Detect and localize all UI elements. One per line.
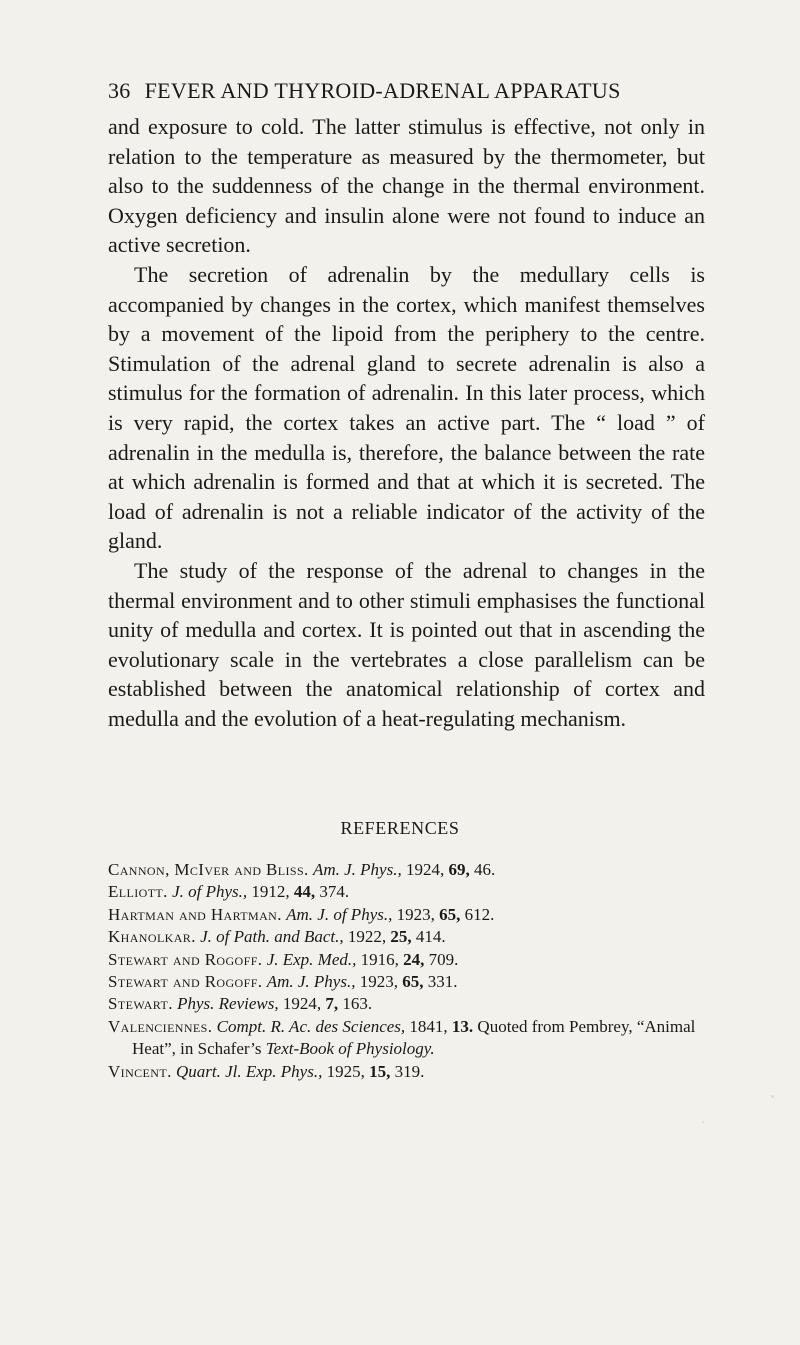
paper-speck xyxy=(702,1121,704,1123)
references-heading: REFERENCES xyxy=(340,818,460,838)
paragraph: The secretion of adrenalin by the medullary cells is accompanied by changes in the cortex, which manifest themselves by a movement of the lipoid from the periphery to the centre. Stimulation of the adrenal gland to secrete adrenalin is also a stimulus for the formation of adrenalin. In this later process, which is very rapid, the cortex takes an active part. The “ load ” of adrenalin in the medulla is, therefore, the balance between the rate at which adrenalin is formed and that at which it is secreted. The load of adrenalin is not a reliable indicator of the activity of the gland. xyxy=(108,261,705,554)
reference-item: Vincent. Quart. Jl. Exp. Phys., 1925, 15, 319. xyxy=(108,1061,425,1081)
reference-item: Hartman and Hartman. Am. J. of Phys., 1923, 65, 612. xyxy=(108,904,495,924)
paper-speck xyxy=(771,1095,774,1098)
reference-item: Cannon, McIver and Bliss. Am. J. Phys., 1924, 69, 46. xyxy=(108,860,496,879)
page-number: 36 xyxy=(108,78,131,103)
reference-item: Stewart and Rogoff. Am. J. Phys., 1923, 65, 331. xyxy=(108,972,458,992)
paragraph: The study of the response of the adrenal to changes in the thermal environment and to other stimuli emphasises the functional unity of medulla and cortex. It is pointed out that in ascending the evolutionary scale in the vertebrates a close parallelism can be established between the anatomical relationship of cortex and medulla and the evolution of a heat-regulating mechanism. xyxy=(108,557,705,731)
reference-item: Stewart and Rogoff. J. Exp. Med., 1916, 24, 709. xyxy=(108,949,459,969)
running-header xyxy=(108,78,708,104)
body-text xyxy=(108,112,705,733)
running-title: FEVER AND THYROID-ADRENAL APPARATUS xyxy=(144,78,621,103)
paragraph: and exposure to cold. The latter stimulus is effective, not only in relation to the temperature as measured by the thermometer, but also to the suddenness of the change in the thermal environment. Oxygen deficiency and insulin alone were not found to induce an active secretion. xyxy=(108,114,705,258)
references-list xyxy=(108,859,708,1083)
reference-item: Khanolkar. J. of Path. and Bact., 1922, 25, 414. xyxy=(108,927,446,947)
reference-item: Stewart. Phys. Reviews, 1924, 7, 163. xyxy=(108,994,373,1014)
reference-item: Elliott. J. of Phys., 1912, 44, 374. xyxy=(108,882,350,902)
reference-item: Valenciennes. Compt. R. Ac. des Sciences, 1841, 13. Quoted from Pembrey, “Animal Heat”, in Schafer’s Text-Book of Physiology. xyxy=(108,1016,696,1059)
